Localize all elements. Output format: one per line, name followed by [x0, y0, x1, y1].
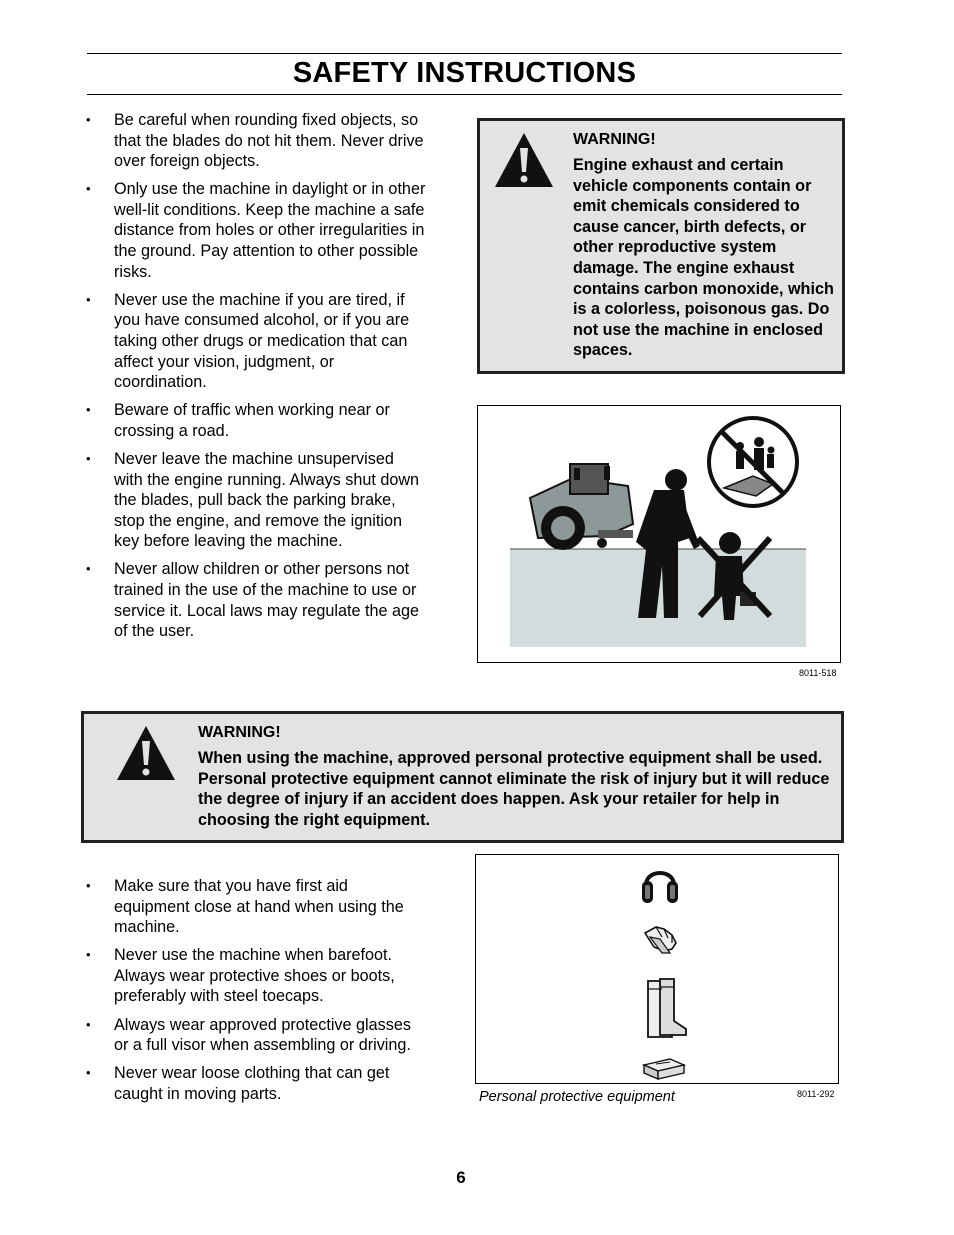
warning-triangle-icon: [115, 724, 177, 782]
list-item: • Never use the machine when barefoot. Always wear protective shoes or boots, preferably with steel toecaps.: [87, 945, 427, 1007]
warning-text: When using the machine, approved personal protective equipment shall be used. Personal protective equipment cannot eliminate the risk of injury but it will reduce the degree of injury if an accident does happen. Ask your retailer for help in choosing the right equipment.: [198, 749, 830, 829]
warning-heading: WARNING!: [573, 131, 656, 148]
figure-code: 8011-292: [797, 1089, 835, 1099]
list-item: • Beware of traffic when working near or crossing a road.: [87, 400, 427, 441]
figure-code: 8011-518: [799, 668, 837, 678]
page-number: 6: [456, 1168, 466, 1187]
boots-icon: [640, 977, 690, 1041]
ear-protection-icon: [640, 863, 680, 907]
list-item: • Never allow children or other persons not trained in the use of the machine to use or service it. Local laws may regulate the age of the user.: [87, 559, 427, 641]
list-item: • Always wear approved protective glasses or a full visor when assembling or driving.: [87, 1015, 427, 1056]
page-title: SAFETY INSTRUCTIONS: [292, 57, 637, 89]
list-item: • Only use the machine in daylight or in other well-lit conditions. Keep the machine a safe distance from holes or other irregularities in the ground. Pay attention to other possible risks.: [87, 179, 427, 282]
figure-ppe: [475, 854, 839, 1084]
gloves-icon: [642, 923, 680, 957]
warning-heading: WARNING!: [198, 724, 281, 741]
first-aid-kit-icon: [640, 1055, 688, 1081]
top-rule: [87, 53, 842, 54]
list-item: • Never wear loose clothing that can get caught in moving parts.: [87, 1063, 427, 1104]
warning-text: Engine exhaust and certain vehicle components contain or emit chemicals considered to cause cancer, birth defects, or other reproductive system damage. The engine exhaust contains carbon monoxide, which is a colorless, poisonous gas. Do not use the machine in enclosed spaces.: [573, 156, 834, 360]
no-children-near-mower-illustration: [478, 406, 839, 661]
list-item: • Make sure that you have first aid equipment close at hand when using the machine.: [87, 876, 427, 938]
title-rule: [87, 94, 842, 95]
warning-triangle-icon: [493, 131, 555, 189]
warning-box-ppe: [81, 711, 844, 843]
warning-box-exhaust: [477, 118, 845, 374]
list-item: • Never use the machine if you are tired, if you have consumed alcohol, or if you are taking other drugs or medication that can affect your vision, judgment, or coordination.: [87, 290, 427, 393]
figure-no-children: [477, 405, 841, 663]
bullet-list-top: [87, 110, 427, 649]
list-item: • Be careful when rounding fixed objects, so that the blades do not hit them. Never drive over foreign objects.: [87, 110, 427, 172]
list-item: • Never leave the machine unsupervised with the engine running. Always shut down the blades, pull back the parking brake, stop the engine, and remove the ignition key before leaving the machine.: [87, 449, 427, 552]
figure-caption: Personal protective equipment: [479, 1089, 675, 1105]
bullet-list-bottom: [87, 876, 427, 1112]
